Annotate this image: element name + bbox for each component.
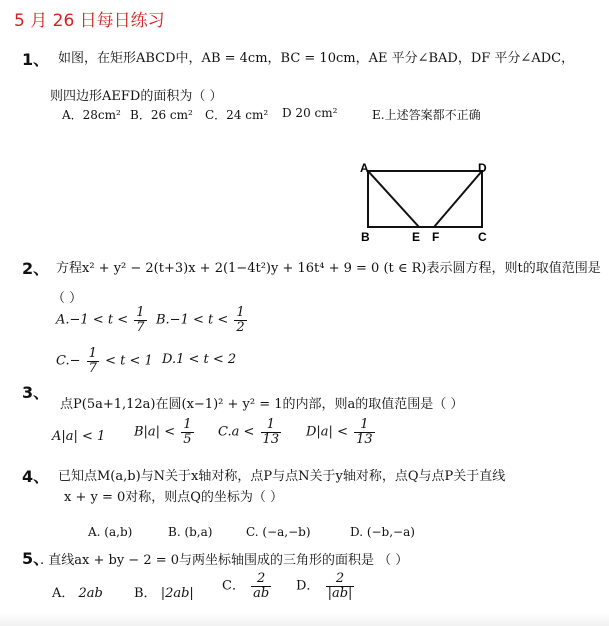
question-1-option-b[interactable]: B．26 cm² [130, 108, 193, 122]
question-3-stem: 点P(5a+1,12a)在圆(x−1)² + y² = 1的内部，则a的取值范围是（ ） [60, 397, 464, 412]
question-4-option-b[interactable]: B. (b,a) [168, 525, 213, 539]
question-1-number: 1、 [22, 50, 50, 69]
question-2-option-b[interactable]: B.−1 < t < $\frac{1}{2}$ [156, 305, 245, 335]
question-2-number: 2、 [22, 259, 50, 278]
question-3-number: 3、 [22, 383, 50, 402]
question-2-option-c[interactable]: C.− $\frac{1}{7}$ < t < 1 [56, 346, 153, 376]
question-1-stem-line2: 则四边形AEFD的面积为（ ） [50, 89, 223, 104]
question-4-number: 4、 [22, 467, 50, 486]
question-5-number: 5、 [22, 549, 50, 568]
question-1-option-c[interactable]: C．24 cm² [205, 108, 269, 122]
label-f: F [432, 230, 440, 244]
question-2-stem: 方程x² + y² − 2(t+3)x + 2(1−4t²)y + 16t⁴ + 9 = 0 (t ∈ R)表示圆方程，则t的取值范围是 [56, 261, 601, 276]
question-1-option-a[interactable]: A．28cm² [62, 108, 121, 122]
question-4-option-c[interactable]: C. (−a,−b) [246, 525, 311, 539]
bisector-df [434, 171, 482, 227]
question-3-option-a[interactable]: A|a| < 1 [52, 429, 106, 444]
question-5-option-d[interactable]: D． $\frac{2}{|ab|}$ [296, 571, 353, 601]
label-a: A [360, 161, 369, 175]
question-5-option-a[interactable]: A． 2ab [52, 586, 103, 601]
rectangle-figure [356, 158, 496, 244]
label-d: D [478, 161, 487, 175]
question-4-stem-line1: 已知点M(a,b)与N关于x轴对称，点P与点N关于y轴对称，点Q与点P关于直线 [58, 469, 506, 484]
question-4-stem-line2: x + y = 0对称，则点Q的坐标为（ ） [64, 490, 284, 505]
question-3-option-c[interactable]: C.a < $\frac{1}{13}$ [218, 417, 280, 447]
question-2-option-a[interactable]: A.−1 < t < $\frac{1}{7}$ [56, 305, 145, 335]
question-5-stem: . 直线ax + by − 2 = 0与两坐标轴围成的三角形的面积是 （ ） [40, 553, 409, 568]
question-1-option-d[interactable]: D 20 cm² [282, 106, 338, 120]
question-2-option-d[interactable]: D.1 < t < 2 [162, 352, 237, 367]
question-3-option-b[interactable]: B|a| < $\frac{1}{5}$ [134, 417, 192, 447]
label-c: C [478, 230, 487, 244]
question-5-option-c[interactable]: C． $\frac{2}{ab}$ [222, 571, 270, 601]
question-5-option-b[interactable]: B． |2ab| [134, 586, 194, 601]
question-2-paren: （ ） [52, 291, 83, 306]
label-b: B [361, 230, 370, 244]
bisector-ae [368, 171, 419, 227]
page-title: 5 月 26 日每日练习 [14, 11, 165, 31]
question-4-option-d[interactable]: D. (−b,−a) [350, 525, 415, 539]
question-4-option-a[interactable]: A. (a,b) [88, 525, 133, 539]
question-3-option-d[interactable]: D|a| < $\frac{1}{13}$ [306, 417, 373, 447]
question-1-stem-line1: 如图，在矩形ABCD中，AB = 4cm，BC = 10cm，AE 平分∠BAD，DF 平分∠ADC， [58, 51, 575, 66]
bottom-fade [0, 612, 609, 626]
label-e: E [412, 230, 421, 244]
question-1-option-e[interactable]: E.上述答案都不正确 [372, 108, 481, 122]
